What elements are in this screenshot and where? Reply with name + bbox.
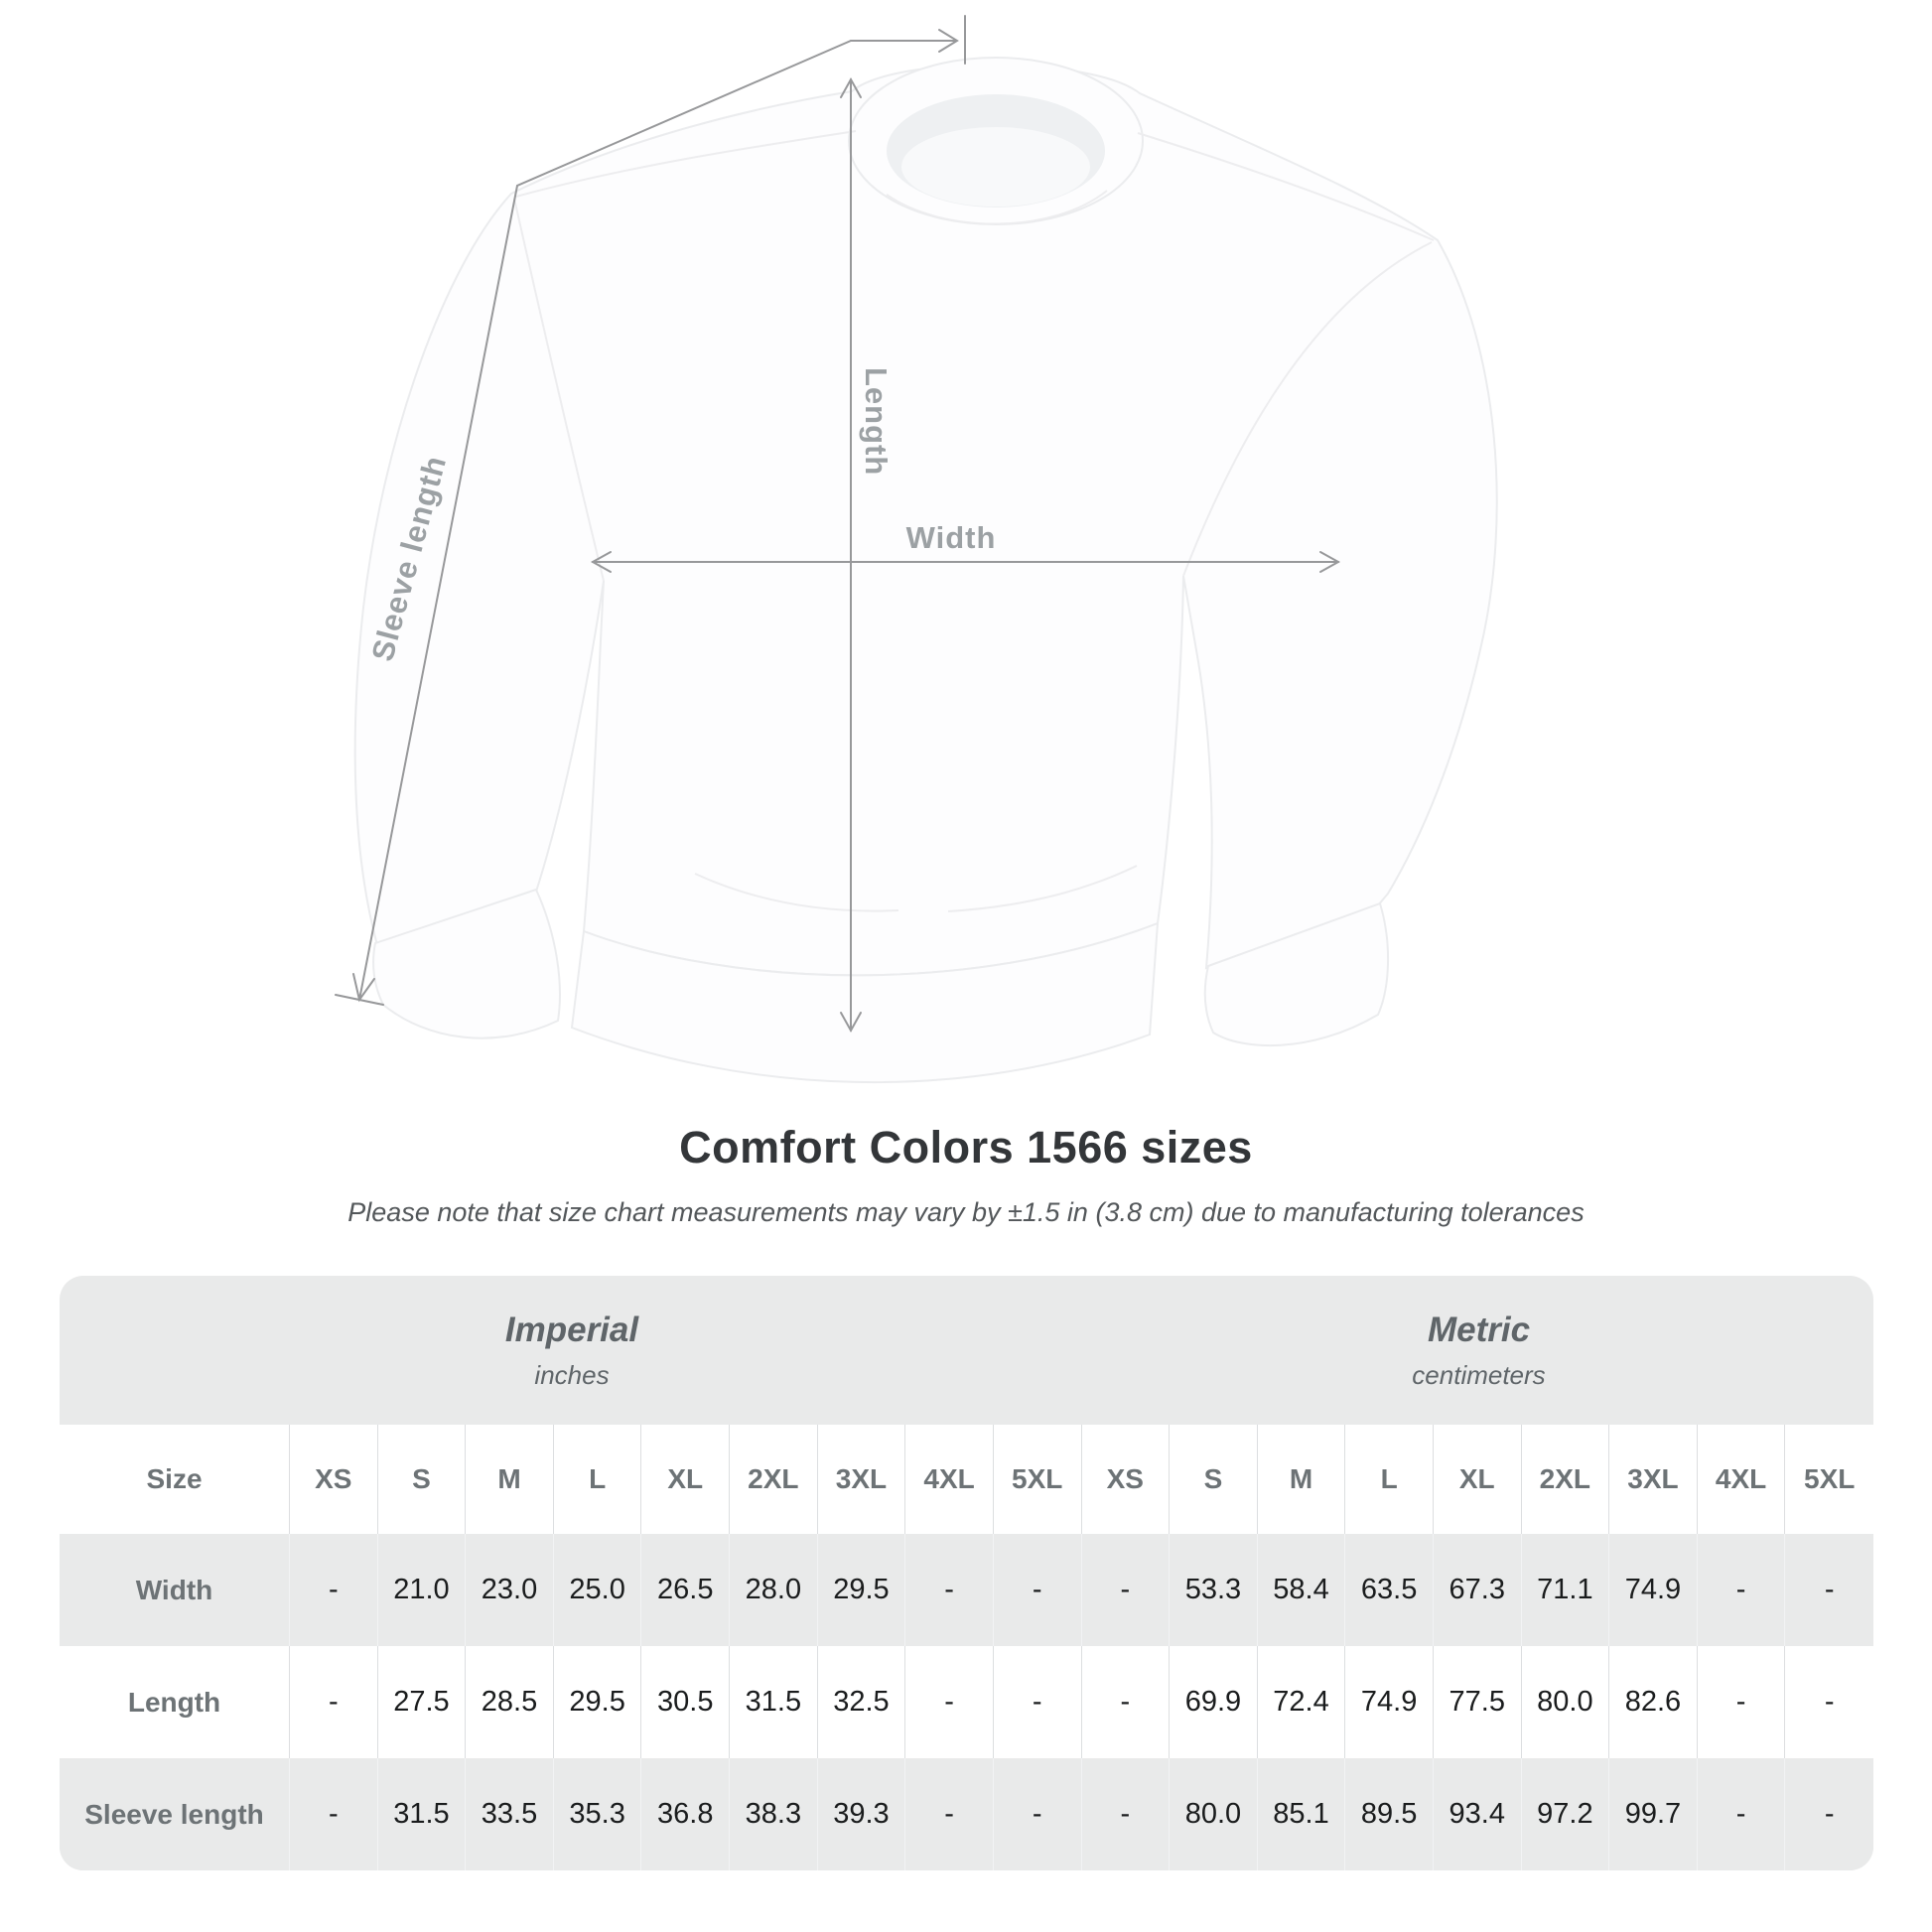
- size-header-cell: 4XL: [1698, 1425, 1786, 1534]
- metric-label: Metric: [1427, 1310, 1531, 1349]
- width-value-cell: -: [290, 1534, 378, 1646]
- sleeve-value-cell: 39.3: [818, 1758, 906, 1870]
- length-value-cell: 72.4: [1258, 1646, 1346, 1758]
- length-value-cell: 31.5: [730, 1646, 818, 1758]
- width-value-cell: 58.4: [1258, 1534, 1346, 1646]
- size-column-header: Size: [60, 1425, 290, 1534]
- width-value-cell: 74.9: [1609, 1534, 1698, 1646]
- sleeve-value-cell: 89.5: [1345, 1758, 1434, 1870]
- length-row: [60, 1646, 1873, 1758]
- size-header-cell: M: [466, 1425, 554, 1534]
- size-table: [60, 1276, 1873, 1870]
- width-row: [60, 1534, 1873, 1646]
- row-label: Sleeve length: [60, 1758, 290, 1870]
- sleeve-value-cell: 93.4: [1434, 1758, 1522, 1870]
- width-value-cell: 53.3: [1170, 1534, 1258, 1646]
- sleeve-value-cell: -: [290, 1758, 378, 1870]
- size-header-cell: XL: [641, 1425, 730, 1534]
- length-value-cell: 77.5: [1434, 1646, 1522, 1758]
- width-value-cell: -: [905, 1534, 994, 1646]
- sleeve-value-cell: 31.5: [378, 1758, 467, 1870]
- sleeve-value-cell: 97.2: [1522, 1758, 1610, 1870]
- width-value-cell: 26.5: [641, 1534, 730, 1646]
- width-value-cell: 21.0: [378, 1534, 467, 1646]
- size-header-cell: 4XL: [905, 1425, 994, 1534]
- size-header-row: [60, 1425, 1873, 1534]
- sleeve-value-cell: -: [1824, 1798, 1835, 1830]
- width-value-cell: 63.5: [1345, 1534, 1434, 1646]
- length-value-cell: -: [1824, 1686, 1835, 1718]
- size-header-cell: S: [1170, 1425, 1258, 1534]
- imperial-group-header: [60, 1276, 1084, 1425]
- width-value-cell: 25.0: [554, 1534, 642, 1646]
- length-value-cell: 27.5: [378, 1646, 467, 1758]
- length-value-cell: 82.6: [1609, 1646, 1698, 1758]
- length-value-cell: -: [905, 1646, 994, 1758]
- length-value-cell: 32.5: [818, 1646, 906, 1758]
- length-value-cell: 69.9: [1170, 1646, 1258, 1758]
- width-measure-label: Width: [905, 520, 997, 555]
- length-value-cell: 30.5: [641, 1646, 730, 1758]
- size-header-cell: XS: [290, 1425, 378, 1534]
- sleeve-value-cell: 80.0: [1170, 1758, 1258, 1870]
- width-value-cell: 29.5: [818, 1534, 906, 1646]
- chart-title: Comfort Colors 1566 sizes: [679, 1122, 1253, 1173]
- sleeve-value-cell: -: [1698, 1758, 1786, 1870]
- size-header-cell: M: [1258, 1425, 1346, 1534]
- sleeve-value-cell: 33.5: [466, 1758, 554, 1870]
- length-measure-label: Length: [859, 367, 894, 477]
- imperial-label: Imperial: [504, 1310, 639, 1349]
- width-value-cell: -: [1698, 1534, 1786, 1646]
- length-value-cell: 29.5: [554, 1646, 642, 1758]
- size-header-cell: 3XL: [1609, 1425, 1698, 1534]
- length-value-cell: -: [290, 1646, 378, 1758]
- width-value-cell: 23.0: [466, 1534, 554, 1646]
- length-value-cell: -: [1082, 1646, 1171, 1758]
- metric-group-header: [1084, 1276, 1873, 1425]
- width-value-cell: -: [1082, 1534, 1171, 1646]
- sleeve-value-cell: 99.7: [1609, 1758, 1698, 1870]
- width-value-cell: 28.0: [730, 1534, 818, 1646]
- sleeve-value-cell: 85.1: [1258, 1758, 1346, 1870]
- size-header-cell: XS: [1082, 1425, 1171, 1534]
- length-value-cell: -: [1698, 1646, 1786, 1758]
- metric-unit: centimeters: [1412, 1359, 1546, 1390]
- row-label: Length: [60, 1646, 290, 1758]
- chart-subtitle: Please note that size chart measurements may vary by ±1.5 in (3.8 cm) due to manufacturing tolerances: [347, 1197, 1585, 1227]
- sleeve-value-cell: -: [905, 1758, 994, 1870]
- length-value-cell: 28.5: [466, 1646, 554, 1758]
- sleeve-value-cell: 38.3: [730, 1758, 818, 1870]
- size-header-cell: 5XL: [994, 1425, 1082, 1534]
- size-header-cell: 2XL: [730, 1425, 818, 1534]
- width-value-cell: -: [1824, 1574, 1835, 1605]
- size-header-cell: L: [1345, 1425, 1434, 1534]
- collar-inner-back: [901, 127, 1090, 207]
- sleeve-value-cell: -: [1082, 1758, 1171, 1870]
- sleeve-length-row: [60, 1758, 1873, 1870]
- length-value-cell: -: [994, 1646, 1082, 1758]
- unit-group-headers: [60, 1276, 1873, 1425]
- size-header-cell: XL: [1434, 1425, 1522, 1534]
- width-value-cell: 71.1: [1522, 1534, 1610, 1646]
- width-value-cell: 67.3: [1434, 1534, 1522, 1646]
- sleeve-value-cell: 36.8: [641, 1758, 730, 1870]
- size-header-cell: 2XL: [1522, 1425, 1610, 1534]
- length-value-cell: 74.9: [1345, 1646, 1434, 1758]
- size-header-cell: S: [378, 1425, 467, 1534]
- size-header-cell: 5XL: [1804, 1463, 1856, 1494]
- size-header-cell: L: [554, 1425, 642, 1534]
- sleeve-length-measure-label: Sleeve length: [364, 451, 454, 665]
- row-label: Width: [60, 1534, 290, 1646]
- sleeve-value-cell: 35.3: [554, 1758, 642, 1870]
- size-header-cell: 3XL: [818, 1425, 906, 1534]
- width-value-cell: -: [994, 1534, 1082, 1646]
- length-value-cell: 80.0: [1522, 1646, 1610, 1758]
- imperial-unit: inches: [534, 1359, 610, 1390]
- sleeve-value-cell: -: [994, 1758, 1082, 1870]
